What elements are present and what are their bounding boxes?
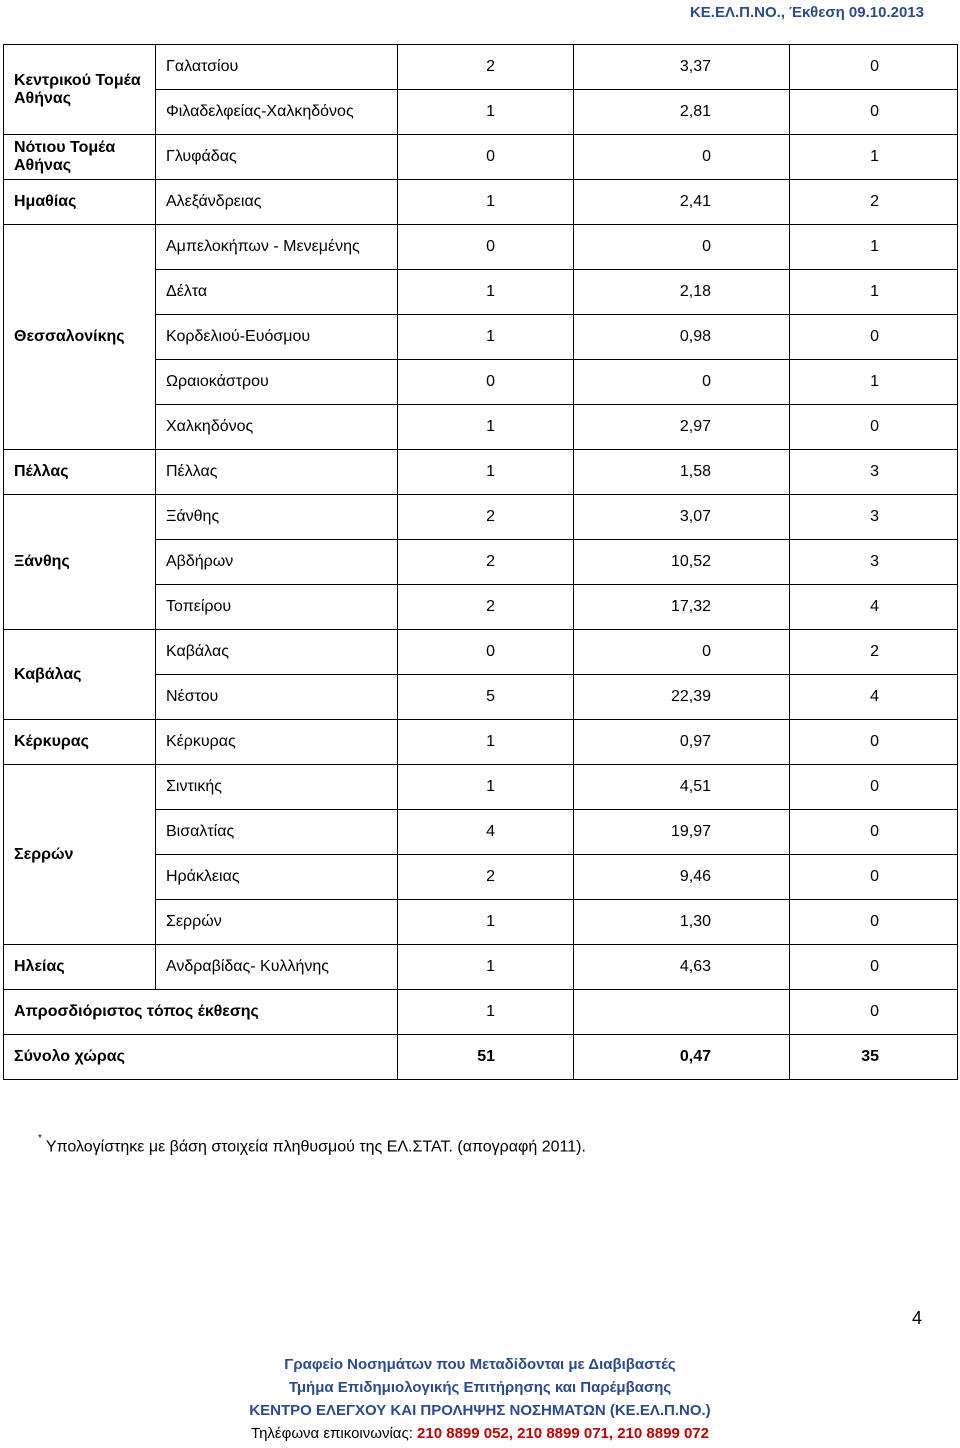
rate-cell: 2,97 <box>574 405 790 450</box>
cases-cell: 2 <box>398 540 574 585</box>
region-cell: Πέλλας <box>4 450 156 495</box>
unspecified-row <box>4 990 958 1035</box>
rate-cell: 0 <box>574 630 790 675</box>
document-header-tag: ΚΕ.ΕΛ.Π.ΝΟ., Έκθεση 09.10.2013 <box>689 4 924 21</box>
page-number: 4 <box>911 1308 922 1328</box>
count-cell: 0 <box>790 810 958 855</box>
table-row <box>4 765 958 810</box>
footer-department: Τμήμα Επιδημιολογικής Επιτήρησης και Παρέμβασης <box>288 1379 672 1396</box>
cases-cell: 1 <box>398 720 574 765</box>
cases-cell: 1 <box>398 450 574 495</box>
region-cell: Κεντρικού Τομέα Αθήνας <box>4 45 156 135</box>
count-cell: 1 <box>790 270 958 315</box>
cases-table-body <box>4 45 958 1080</box>
rate-cell: 2,18 <box>574 270 790 315</box>
cases-cell: 1 <box>398 900 574 945</box>
municipality-cell: Καβάλας <box>156 630 398 675</box>
rate-cell: 3,07 <box>574 495 790 540</box>
cases-cell: 0 <box>398 135 574 180</box>
table-row <box>4 720 958 765</box>
cases-cell: 1 <box>398 990 574 1035</box>
footnote-text: Υπολογίστηκε με βάση στοιχεία πληθυσμού της ΕΛ.ΣΤΑΤ. (απογραφή 2011). <box>45 1138 586 1156</box>
footer-office: Γραφείο Νοσημάτων που Μεταδίδονται με Διαβιβαστές <box>284 1356 676 1373</box>
municipality-cell: Δέλτα <box>156 270 398 315</box>
rate-cell: 17,32 <box>574 585 790 630</box>
rate-cell: 22,39 <box>574 675 790 720</box>
municipality-cell: Αβδήρων <box>156 540 398 585</box>
table-row <box>4 135 958 180</box>
rate-cell: 4,51 <box>574 765 790 810</box>
footer-contact <box>0 1422 960 1445</box>
municipality-cell: Ηράκλειας <box>156 855 398 900</box>
count-cell: 3 <box>790 450 958 495</box>
count-cell: 35 <box>790 1035 958 1080</box>
count-cell: 3 <box>790 540 958 585</box>
footer-center: ΚΕΝΤΡΟ ΕΛΕΓΧΟΥ ΚΑΙ ΠΡΟΛΗΨΗΣ ΝΟΣΗΜΑΤΩΝ (ΚΕ.ΕΛ.Π.ΝΟ.) <box>249 1402 711 1419</box>
cases-cell: 4 <box>398 810 574 855</box>
cases-cell: 0 <box>398 630 574 675</box>
municipality-cell: Χαλκηδόνος <box>156 405 398 450</box>
cases-cell: 1 <box>398 405 574 450</box>
rate-cell: 0,47 <box>574 1035 790 1080</box>
count-cell: 1 <box>790 360 958 405</box>
rate-cell <box>574 990 790 1035</box>
rate-cell: 0,97 <box>574 720 790 765</box>
municipality-cell: Κέρκυρας <box>156 720 398 765</box>
region-cell: Ημαθίας <box>4 180 156 225</box>
municipality-cell: Τοπείρου <box>156 585 398 630</box>
region-cell: Νότιου Τομέα Αθήνας <box>4 135 156 180</box>
footer-phone-label: Τηλέφωνα επικοινωνίας: <box>251 1425 413 1442</box>
rate-cell: 2,41 <box>574 180 790 225</box>
table-row <box>4 225 958 270</box>
count-cell: 3 <box>790 495 958 540</box>
rate-cell: 1,30 <box>574 900 790 945</box>
municipality-cell: Γαλατσίου <box>156 45 398 90</box>
rate-cell: 0 <box>574 225 790 270</box>
rate-cell: 9,46 <box>574 855 790 900</box>
count-cell: 0 <box>790 990 958 1035</box>
cases-cell: 1 <box>398 270 574 315</box>
cases-cell: 5 <box>398 675 574 720</box>
municipality-cell: Σερρών <box>156 900 398 945</box>
municipality-cell: Αμπελοκήπων - Μενεμένης <box>156 225 398 270</box>
count-cell: 0 <box>790 405 958 450</box>
footnote <box>38 1133 586 1156</box>
cases-cell: 1 <box>398 180 574 225</box>
page-footer <box>0 1353 960 1445</box>
unspecified-label: Απροσδιόριστος τόπος έκθεσης <box>4 990 398 1035</box>
cases-cell: 2 <box>398 855 574 900</box>
total-row <box>4 1035 958 1080</box>
municipality-cell: Κορδελιού-Ευόσμου <box>156 315 398 360</box>
table-row <box>4 945 958 990</box>
rate-cell: 2,81 <box>574 90 790 135</box>
municipality-cell: Ανδραβίδας- Κυλλήνης <box>156 945 398 990</box>
rate-cell: 10,52 <box>574 540 790 585</box>
count-cell: 1 <box>790 225 958 270</box>
table-row <box>4 180 958 225</box>
cases-cell: 2 <box>398 585 574 630</box>
table-row <box>4 630 958 675</box>
municipality-cell: Πέλλας <box>156 450 398 495</box>
region-cell: Σερρών <box>4 765 156 945</box>
count-cell: 0 <box>790 90 958 135</box>
count-cell: 2 <box>790 180 958 225</box>
count-cell: 1 <box>790 135 958 180</box>
table-row <box>4 45 958 90</box>
footnote-mark: * <box>38 1133 42 1144</box>
count-cell: 0 <box>790 765 958 810</box>
municipality-cell: Αλεξάνδρειας <box>156 180 398 225</box>
cases-cell: 0 <box>398 360 574 405</box>
count-cell: 4 <box>790 585 958 630</box>
region-cell: Καβάλας <box>4 630 156 720</box>
rate-cell: 1,58 <box>574 450 790 495</box>
cases-cell: 2 <box>398 495 574 540</box>
municipality-cell: Φιλαδελφείας-Χαλκηδόνος <box>156 90 398 135</box>
count-cell: 0 <box>790 720 958 765</box>
cases-cell: 1 <box>398 945 574 990</box>
municipality-cell: Βισαλτίας <box>156 810 398 855</box>
cases-cell: 1 <box>398 90 574 135</box>
rate-cell: 19,97 <box>574 810 790 855</box>
count-cell: 0 <box>790 855 958 900</box>
rate-cell: 3,37 <box>574 45 790 90</box>
count-cell: 2 <box>790 630 958 675</box>
cases-cell: 0 <box>398 225 574 270</box>
total-label: Σύνολο χώρας <box>4 1035 398 1080</box>
municipality-cell: Σιντικής <box>156 765 398 810</box>
count-cell: 4 <box>790 675 958 720</box>
municipality-cell: Ωραιοκάστρου <box>156 360 398 405</box>
table-row <box>4 450 958 495</box>
cases-cell: 2 <box>398 45 574 90</box>
rate-cell: 0 <box>574 135 790 180</box>
cases-cell: 51 <box>398 1035 574 1080</box>
cases-cell: 1 <box>398 765 574 810</box>
cases-cell: 1 <box>398 315 574 360</box>
municipality-cell: Ξάνθης <box>156 495 398 540</box>
footer-phones: 210 8899 052, 210 8899 071, 210 8899 072 <box>417 1425 709 1442</box>
cases-table <box>3 44 958 1080</box>
region-cell: Ηλείας <box>4 945 156 990</box>
rate-cell: 0,98 <box>574 315 790 360</box>
count-cell: 0 <box>790 945 958 990</box>
region-cell: Κέρκυρας <box>4 720 156 765</box>
region-cell: Θεσσαλονίκης <box>4 225 156 450</box>
count-cell: 0 <box>790 900 958 945</box>
rate-cell: 4,63 <box>574 945 790 990</box>
table-row <box>4 495 958 540</box>
count-cell: 0 <box>790 315 958 360</box>
municipality-cell: Νέστου <box>156 675 398 720</box>
municipality-cell: Γλυφάδας <box>156 135 398 180</box>
count-cell: 0 <box>790 45 958 90</box>
region-cell: Ξάνθης <box>4 495 156 630</box>
rate-cell: 0 <box>574 360 790 405</box>
